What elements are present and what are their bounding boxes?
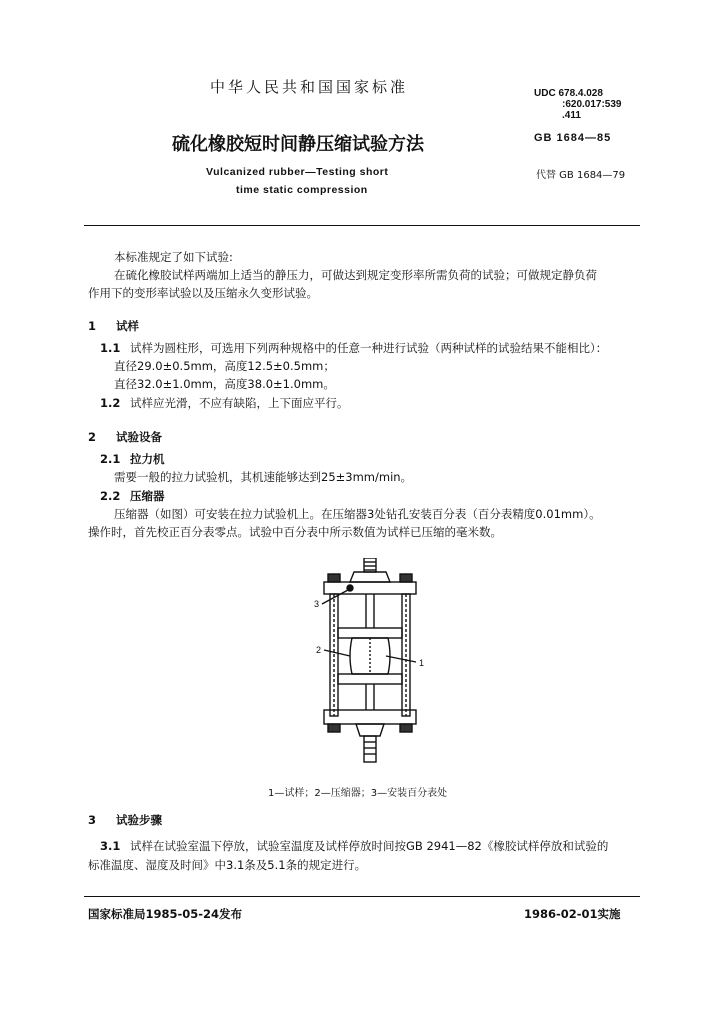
- section-title: 试验设备: [116, 430, 162, 444]
- clause-number: 1.2: [100, 396, 121, 410]
- bottom-right-nut: [400, 724, 412, 732]
- issuing-organization: 中华人民共和国国家标准: [210, 78, 409, 96]
- intro-paragraph-3: 作用下的变形率试验以及压缩永久变形试验。: [88, 286, 318, 300]
- header-rule: [84, 225, 640, 226]
- section-title: 试验步骤: [116, 813, 162, 827]
- top-plate: [324, 582, 416, 594]
- intro-paragraph-1: 本标准规定了如下试验:: [114, 250, 233, 264]
- section-3-heading: [88, 812, 162, 828]
- clause-number: 2.1: [100, 452, 121, 466]
- clause-number: 1.1: [100, 341, 121, 355]
- udc-line-1: UDC 678.4.028: [534, 88, 603, 99]
- english-title-line-2: time static compression: [236, 184, 368, 196]
- clause-text: 试样应光滑，不应有缺陷，上下面应平行。: [130, 396, 349, 410]
- figure-label-3: 3: [314, 599, 320, 609]
- clause-3-1-continued: 标准温度、湿度及时间》中3.1条及5.1条的规定进行。: [88, 858, 367, 872]
- compressor-drawing: [310, 558, 430, 768]
- udc-line-2: :620.017:539: [562, 99, 622, 110]
- bottom-cap: [356, 724, 384, 736]
- udc-line-3: .411: [562, 110, 581, 121]
- bottom-left-nut: [328, 724, 340, 732]
- document-title: 硫化橡胶短时间静压缩试验方法: [172, 134, 424, 155]
- clause-2-2-text-1: 压缩器（如图）可安装在拉力试验机上。在压缩器3处钻孔安装百分表（百分表精度0.01mm）。: [114, 507, 601, 521]
- compressor-figure: [310, 558, 430, 772]
- section-number: 1: [88, 319, 97, 333]
- section-number: 2: [88, 430, 97, 444]
- clause-1-1: [100, 340, 607, 357]
- top-left-nut: [328, 574, 340, 582]
- issue-date: 国家标准局1985-05-24发布: [88, 907, 243, 921]
- section-number: 3: [88, 813, 97, 827]
- standard-number: GB 1684—85: [534, 132, 612, 144]
- leader-2: [324, 650, 350, 656]
- clause-number: 2.2: [100, 489, 121, 503]
- leader-3: [322, 590, 348, 604]
- clause-3-1: [100, 838, 608, 855]
- section-1-heading: [88, 318, 139, 334]
- clause-2-2-text-2: 操作时，首先校正百分表零点。试验中百分表中所示数值为试样已压缩的毫米数。: [88, 525, 502, 539]
- clause-title: 压缩器: [130, 489, 165, 503]
- figure-label-2: 2: [316, 645, 322, 655]
- upper-pressing-plate: [338, 628, 402, 638]
- effective-date: 1986-02-01实施: [524, 907, 621, 921]
- clause-2-2-heading: [100, 488, 165, 504]
- clause-title: 拉力机: [130, 452, 165, 466]
- replaces-standard: 代替 GB 1684—79: [536, 170, 626, 181]
- clause-2-1-heading: [100, 451, 165, 467]
- udc-code: [534, 88, 622, 121]
- footer-rule: [84, 896, 640, 897]
- figure-caption: 1—试样；2—压缩器；3—安装百分表处: [268, 788, 448, 799]
- top-cap: [350, 572, 390, 582]
- clause-1-2: [100, 395, 349, 412]
- specimen-size-a: 直径29.0±0.5mm，高度12.5±0.5mm；: [114, 359, 335, 373]
- clause-2-1-text: 需要一般的拉力试验机，其机速能够达到25±3mm/min。: [114, 470, 413, 484]
- bottom-stud: [364, 736, 376, 762]
- top-right-nut: [400, 574, 412, 582]
- clause-text: 试样在试验室温下停放，试验室温度及试样停放时间按GB 2941—82《橡胶试样停放和试验的: [130, 839, 609, 853]
- specimen-size-b: 直径32.0±1.0mm，高度38.0±1.0mm。: [114, 377, 335, 391]
- section-title: 试样: [116, 319, 139, 333]
- english-title-line-1: Vulcanized rubber—Testing short: [206, 166, 389, 178]
- clause-text: 试样为圆柱形，可选用下列两种规格中的任意一种进行试验（两种试样的试验结果不能相比）：: [130, 341, 608, 355]
- intro-paragraph-2: 在硫化橡胶试样两端加上适当的静压力，可做达到规定变形率所需负荷的试验；可做规定静负荷: [114, 268, 597, 282]
- clause-number: 3.1: [100, 839, 121, 853]
- section-2-heading: [88, 429, 162, 445]
- lower-pressing-plate: [338, 674, 402, 684]
- figure-label-1: 1: [419, 658, 425, 668]
